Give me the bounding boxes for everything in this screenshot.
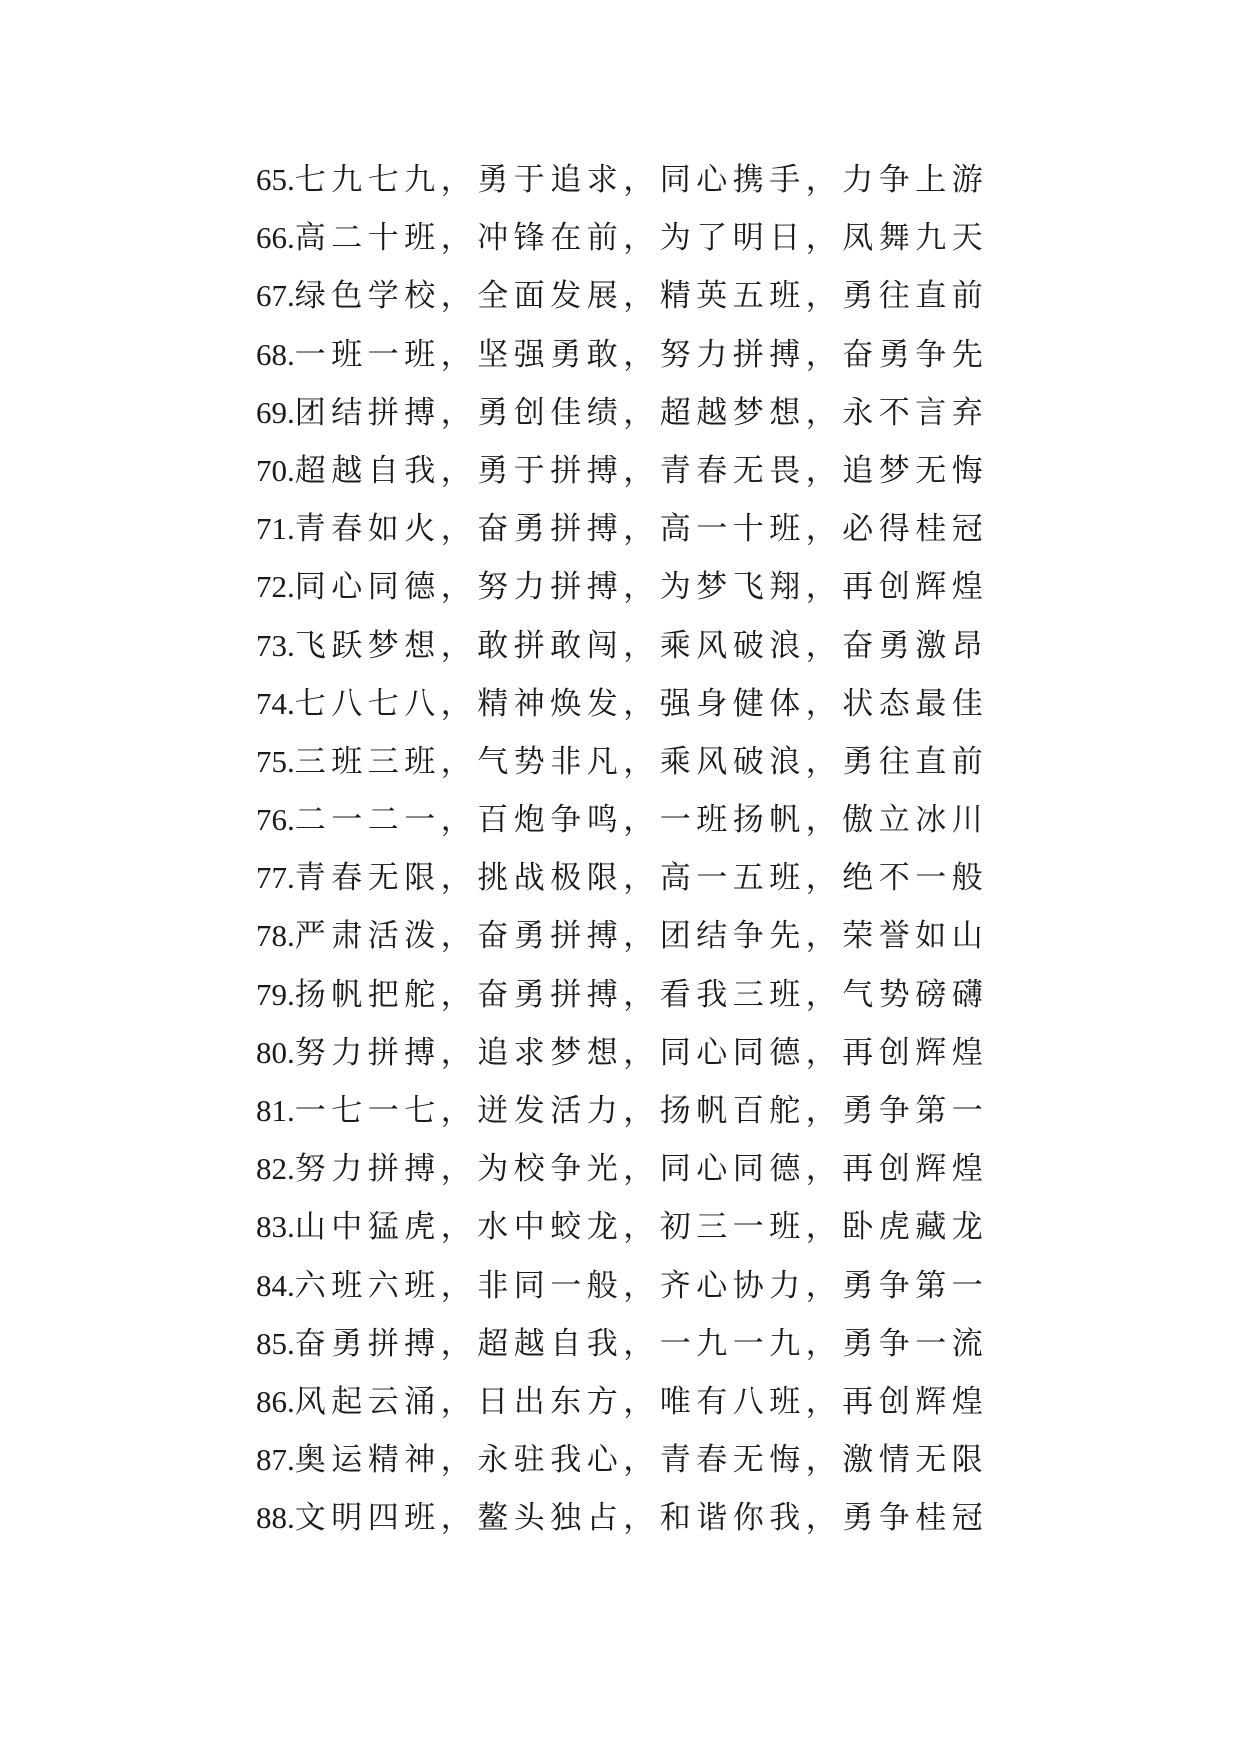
slogan-text: 绿色学校，全面发展，精英五班，勇往直前 (294, 278, 989, 315)
slogan-number: 80. (256, 1034, 295, 1070)
slogan-item (256, 1382, 989, 1440)
slogan-number: 86. (256, 1383, 295, 1419)
slogan-item (256, 451, 989, 509)
slogan-text: 飞跃梦想，敢拼敢闯，乘风破浪，奋勇激昂 (294, 627, 989, 664)
slogan-number: 79. (256, 976, 295, 1012)
slogan-item (256, 916, 989, 974)
slogan-number: 72. (256, 569, 295, 605)
slogan-number: 82. (256, 1151, 295, 1187)
slogan-text: 努力拼搏，追求梦想，同心同德，再创辉煌 (294, 1034, 989, 1071)
slogan-text: 风起云涌，日出东方，唯有八班，再创辉煌 (294, 1383, 989, 1420)
slogan-text: 超越自我，勇于拼搏，青春无畏，追梦无悔 (294, 452, 989, 489)
slogan-number: 77. (256, 860, 295, 896)
slogan-item (256, 218, 989, 276)
slogan-number: 68. (256, 336, 295, 372)
slogan-text: 六班六班，非同一般，齐心协力，勇争第一 (294, 1267, 989, 1304)
slogan-item (256, 1091, 989, 1149)
slogan-number: 76. (256, 802, 295, 838)
slogan-number: 74. (256, 685, 295, 721)
slogan-text: 山中猛虎，水中蛟龙，初三一班，卧虎藏龙 (294, 1209, 989, 1246)
slogan-text: 七九七九，勇于追求，同心携手，力争上游 (294, 162, 989, 198)
slogan-text: 同心同德，努力拼搏，为梦飞翔，再创辉煌 (294, 569, 989, 606)
slogan-number: 69. (256, 394, 295, 430)
slogan-number: 88. (256, 1500, 295, 1536)
slogan-number: 81. (256, 1093, 295, 1128)
slogan-item (256, 276, 989, 334)
slogan-text: 三班三班，气势非凡，乘风破浪，勇往直前 (294, 743, 989, 780)
slogan-item (256, 335, 989, 393)
slogan-text: 一七一七，迸发活力，扬帆百舵，勇争第一 (294, 1093, 989, 1129)
slogan-text: 团结拼搏，勇创佳绩，超越梦想，永不言弃 (294, 394, 989, 431)
slogan-text: 二一二一，百炮争鸣，一班扬帆，傲立冰川 (294, 802, 989, 839)
slogan-text: 高二十班，冲锋在前，为了明日，凤舞九天 (294, 220, 989, 257)
slogan-number: 70. (256, 452, 295, 488)
slogan-item (256, 626, 989, 684)
slogan-text: 扬帆把舵，奋勇拼搏，看我三班，气势磅礴 (294, 976, 989, 1013)
slogan-item (256, 975, 989, 1033)
slogan-number: 75. (256, 743, 295, 779)
slogan-item (256, 393, 989, 451)
slogan-text: 奥运精神，永驻我心，青春无悔，激情无限 (294, 1442, 989, 1479)
slogan-number: 83. (256, 1209, 295, 1245)
slogan-text: 奋勇拼搏，超越自我，一九一九，勇争一流 (294, 1325, 989, 1362)
slogan-item (256, 567, 989, 625)
slogan-list (256, 160, 989, 1557)
slogan-number: 78. (256, 918, 295, 954)
slogan-number: 84. (256, 1267, 295, 1303)
slogan-item (256, 1149, 989, 1207)
slogan-item (256, 1266, 989, 1324)
slogan-item (256, 509, 989, 567)
slogan-item (256, 160, 989, 218)
slogan-text: 努力拼搏，为校争光，同心同德，再创辉煌 (294, 1151, 989, 1188)
slogan-number: 85. (256, 1325, 295, 1361)
slogan-number: 66. (256, 220, 295, 256)
slogan-text: 严肃活泼，奋勇拼搏，团结争先，荣誉如山 (294, 918, 989, 955)
slogan-text: 文明四班，鳌头独占，和谐你我，勇争桂冠 (294, 1500, 989, 1537)
slogan-text: 七八七八，精神焕发，强身健体，状态最佳 (294, 685, 989, 722)
slogan-item (256, 1440, 989, 1498)
slogan-number: 87. (256, 1442, 295, 1478)
slogan-item (256, 684, 989, 742)
slogan-number: 67. (256, 278, 295, 314)
slogan-item (256, 1324, 989, 1382)
slogan-item (256, 800, 989, 858)
slogan-item (256, 1498, 989, 1556)
slogan-item (256, 1033, 989, 1091)
slogan-item (256, 1207, 989, 1265)
slogan-text: 一班一班，坚强勇敢，努力拼搏，奋勇争先 (294, 336, 989, 373)
slogan-text: 青春无限，挑战极限，高一五班，绝不一般 (294, 860, 989, 897)
slogan-text: 青春如火，奋勇拼搏，高一十班，必得桂冠 (294, 511, 989, 548)
slogan-number: 73. (256, 627, 295, 663)
slogan-number: 71. (256, 511, 295, 547)
slogan-item (256, 742, 989, 800)
slogan-number: 65. (256, 162, 295, 197)
slogan-item (256, 858, 989, 916)
